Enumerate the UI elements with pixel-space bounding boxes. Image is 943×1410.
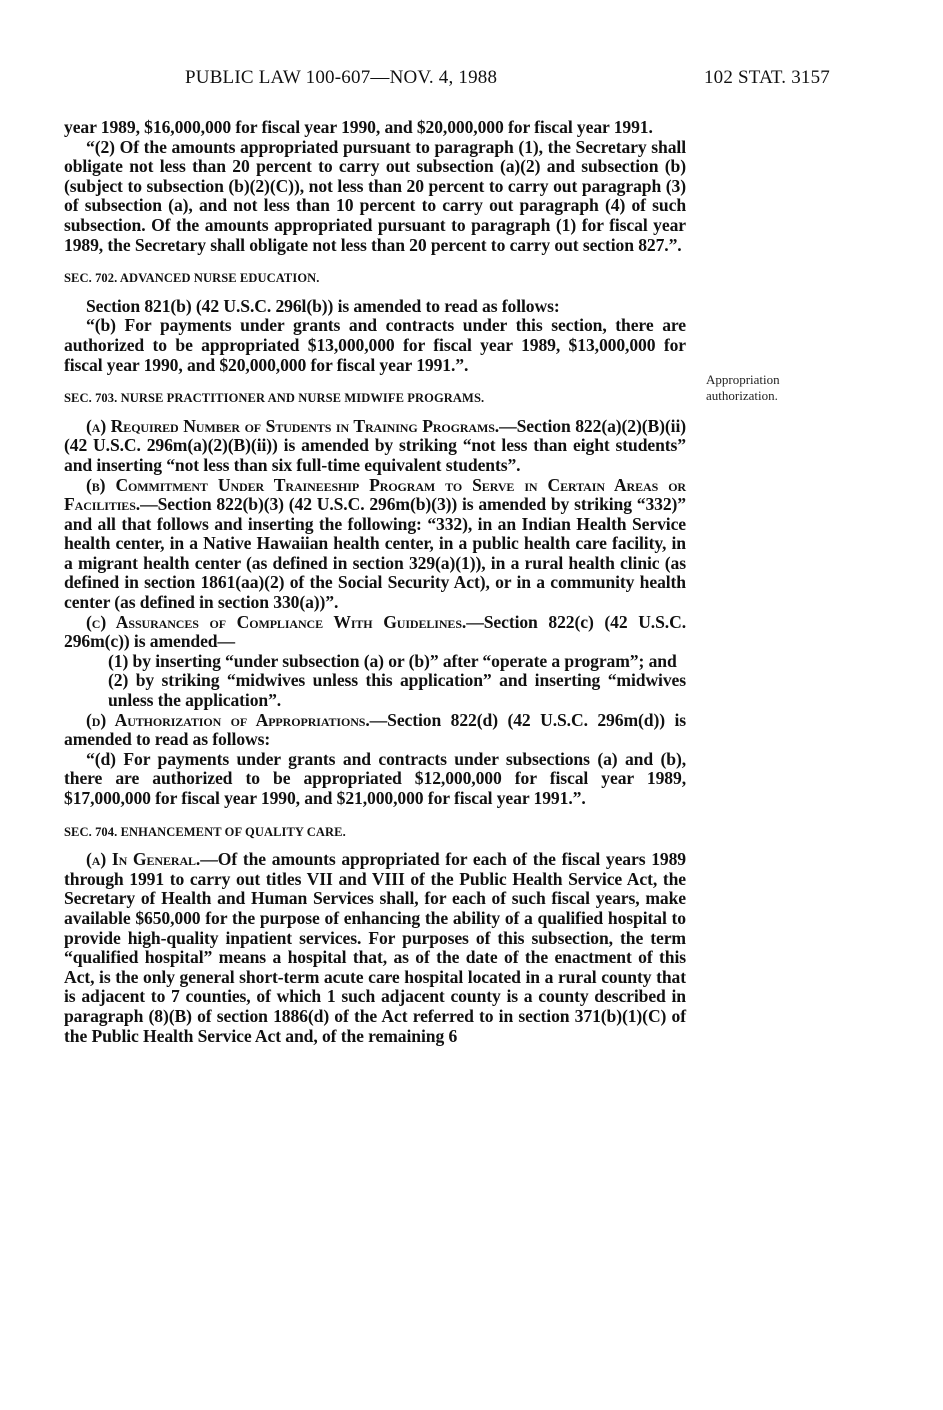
section-704-a-label: (a) In General. <box>86 849 201 870</box>
section-702-intro: Section 821(b) (42 U.S.C. 296l(b)) is amended to read as follows: <box>86 295 560 316</box>
paragraph-2: “(2) Of the amounts appropriated pursuant to paragraph (1), the Secretary shall obligate not less than 20 percent to carry out subsection (a)(2) and subsection (b) (subject to subsection (b)(2)(C)), not less than 20 percent to carry out paragraph (3) of subsection (a), and not less than 10 percent to carry out paragraph (4) of such subsection. Of the amounts appropriated pursuant to paragraph (1) for fiscal year 1989, the Secretary shall obligate not less than 20 percent to carry out section 827.”. <box>64 136 686 255</box>
section-702-heading: SEC. 702. ADVANCED NURSE EDUCATION. <box>64 271 320 286</box>
section-703-c-label: (c) Assurances of Compliance With Guidelines. <box>86 611 467 632</box>
section-703-d-quote: “(d) For payments under grants and contracts under subsections (a) and (b), there are authorized to be appropriated $12,000,000 for fiscal year 1989, $17,000,000 for fiscal year 1990, and $21,000,000 for fiscal year 1991.”. <box>64 748 686 808</box>
section-702-quote: “(b) For payments under grants and contracts under this section, there are authorized to be appropriated $13,000,000 for fiscal year 1989, $13,000,000 for fiscal year 1990, and $20,000,000 for fiscal year 1991.”. <box>64 315 686 375</box>
section-704-a <box>64 850 686 1046</box>
section-703-d-text: —Section 822(d) (42 U.S.C. 296m(d)) is amended to read as follows: <box>64 709 686 750</box>
section-703-c-text: —Section 822(c) (42 U.S.C. 296m(c)) is amended— <box>64 611 686 652</box>
section-703-b-text: —Section 822(b)(3) (42 U.S.C. 296m(b)(3)) is amended by striking “332)” and all that follows and inserting the following: “332), in an Indian Health Service health center, in a Native Hawaiian health center, in a public health care facility, in a migrant health center (as defined in section 329(a)(1)), in a rural health clinic (as defined in section 1861(aa)(2) of the Social Security Act), or in a community health center (as defined in section 330(a))”. <box>64 494 686 613</box>
section-703-a <box>64 417 686 476</box>
header-title: PUBLIC LAW 100-607—NOV. 4, 1988 <box>185 67 498 88</box>
section-704-a-text: —Of the amounts appropriated for each of the fiscal years 1989 through 1991 to carry out titles VII and VIII of the Public Health Service Act, the Secretary of Health and Human Services shall, for each of such fiscal years, make available $650,000 for the purpose of enhancing the ability of a qualified hospital to provide high-quality inpatient services. For purposes of this subsection, the term “qualified hospital” means a hospital that, as of the date of the enactment of this Act, is the only general short-term acute care hospital located in a rural county that is adjacent to 7 counties, of which 1 such adjacent county is a county described in paragraph (8)(B) of section 1886(d) of the Act referred to in section 371(b)(1)(C) of the Public Health Service Act and, of the remaining 6 <box>64 849 686 1046</box>
section-703-d-label: (d) Authorization of Appropriations. <box>86 709 370 730</box>
margin-note <box>706 372 836 404</box>
section-703-b-label: (b) Commitment Under Traineeship Program to Serve in Certain Areas or Facilities. <box>64 474 686 515</box>
header-page-ref: 102 STAT. 3157 <box>703 67 830 88</box>
paragraph-continuation: year 1989, $16,000,000 for fiscal year 1990, and $20,000,000 for fiscal year 1991. <box>64 117 653 137</box>
section-704-heading: SEC. 704. ENHANCEMENT OF QUALITY CARE. <box>64 824 346 839</box>
section-703-b <box>64 476 686 613</box>
section-703-a-text: —Section 822(a)(2)(B)(ii) (42 U.S.C. 296m(a)(2)(B)(ii)) is amended by striking “not less than eight students” and inserting “not less than six full-time equivalent students”. <box>64 415 687 475</box>
margin-note-line-1: Appropriation <box>706 372 780 387</box>
section-703-c-item-1: (1) by inserting “under subsection (a) or (b)” after “operate a program”; and <box>108 650 677 671</box>
section-703-c-item-2: (2) by striking “midwives unless this application” and inserting “midwives unless the application”. <box>108 670 686 711</box>
section-703-c <box>64 613 686 652</box>
document-body <box>64 118 686 1046</box>
margin-note-line-2: authorization. <box>706 388 778 403</box>
section-703-d <box>64 711 686 750</box>
section-703-a-label: (a) Required Number of Students in Training Programs. <box>86 415 500 436</box>
section-703-heading: SEC. 703. NURSE PRACTITIONER AND NURSE MIDWIFE PROGRAMS. <box>64 391 485 406</box>
